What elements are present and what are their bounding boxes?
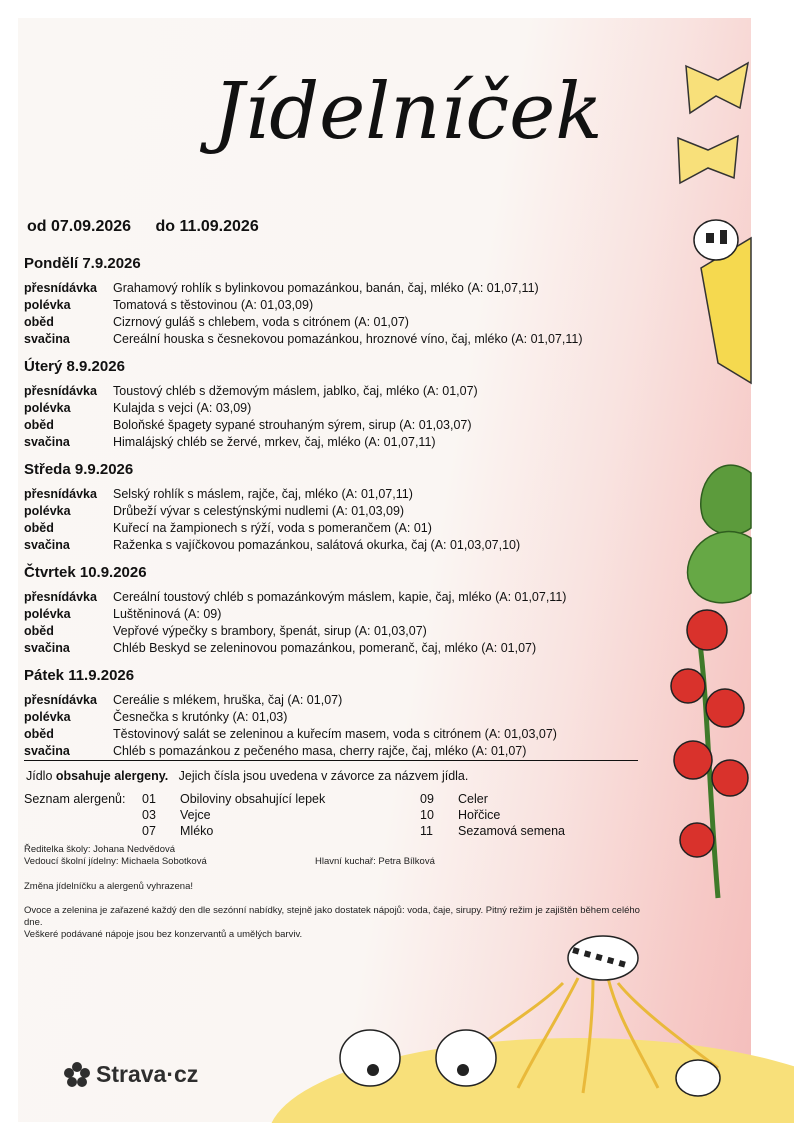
allergen-note-prefix: Jídlo (26, 769, 56, 783)
meal-text: Chléb s pomazánkou z pečeného masa, cherry rajče, čaj, mléko (A: 01,07) (113, 744, 527, 758)
meal-label: přesnídávka (24, 487, 97, 501)
change-note: Změna jídelníčku a alergenů vyhrazena! (24, 881, 193, 892)
meal-row (24, 590, 566, 606)
allergen-item: 03 Vejce (142, 808, 211, 822)
meal-text: Česnečka s krutónky (A: 01,03) (113, 710, 288, 724)
meal-row (24, 504, 404, 520)
meal-row (24, 624, 427, 640)
divider-line (24, 760, 638, 761)
meal-label: svačina (24, 744, 70, 758)
meal-text: Toustový chléb s džemovým máslem, jablko, čaj, mléko (A: 01,07) (113, 384, 478, 398)
allergen-item: 09 Celer (420, 792, 488, 806)
meal-row (24, 435, 436, 451)
lettuce-leaf-icon (688, 465, 751, 603)
meal-label: oběd (24, 418, 54, 432)
meal-label: přesnídávka (24, 693, 97, 707)
meal-row (24, 315, 409, 331)
week-range (27, 218, 279, 236)
fruit-note-line1: Ovoce a zelenina je zařazené každý den dle sezónní nabídky, stejně jako dostatek nápojů: voda, čaje, sirupy. Pitný režim je zajištěn během celého (24, 905, 640, 916)
meal-label: oběd (24, 624, 54, 638)
meal-text: Kuřecí na žampionech s rýží, voda s pomerančem (A: 01) (113, 521, 432, 535)
meal-row (24, 641, 536, 657)
cherry-tomato-vine-icon (671, 610, 748, 898)
meal-text: Vepřové výpečky s brambory, špenát, sirup (A: 01,03,07) (113, 624, 427, 638)
head-chef: Hlavní kuchař: Petra Bílková (315, 856, 435, 867)
day-heading: Středa 9.9.2026 (24, 461, 134, 478)
meal-text: Cereálie s mlékem, hruška, čaj (A: 01,07) (113, 693, 343, 707)
strava-logo (64, 1061, 198, 1088)
meal-row (24, 281, 539, 297)
day-heading: Úterý 8.9.2026 (24, 358, 125, 375)
title-script (203, 43, 603, 163)
farfalle-icon (678, 63, 748, 183)
meal-row (24, 727, 557, 743)
meal-row (24, 384, 478, 400)
meal-label: přesnídávka (24, 590, 97, 604)
meal-label: polévka (24, 298, 71, 312)
allergen-note (26, 769, 468, 783)
fruit-note-line2: dne. (24, 917, 43, 928)
meal-text: Kulajda s vejci (A: 03,09) (113, 401, 252, 415)
kitchen-manager: Vedoucí školní jídelny: Michaela Sobotková (24, 856, 207, 867)
meal-text: Himalájský chléb se žervé, mrkev, čaj, mléko (A: 01,07,11) (113, 435, 436, 449)
allergen-note-rest: Jejich čísla jsou uvedena v závorce za názvem jídla. (178, 769, 469, 783)
meal-text: Cereální houska s česnekovou pomazánkou, hroznové víno, čaj, mléko (A: 01,07,11) (113, 332, 583, 346)
day-heading: Pátek 11.9.2026 (24, 667, 135, 684)
meal-label: oběd (24, 315, 54, 329)
meal-row (24, 744, 526, 760)
meal-label: oběd (24, 521, 54, 535)
meal-row (24, 693, 342, 709)
meal-text: Selský rohlík s máslem, rajče, čaj, mléko (A: 01,07,11) (113, 487, 413, 501)
meal-text: Chléb Beskyd se zeleninovou pomazánkou, pomeranč, čaj, mléko (A: 01,07) (113, 641, 537, 655)
meal-label: polévka (24, 710, 71, 724)
meal-label: svačina (24, 332, 70, 346)
day-heading: Pondělí 7.9.2026 (24, 255, 141, 272)
meal-text: Grahamový rohlík s bylinkovou pomazánkou, banán, čaj, mléko (A: 01,07,11) (113, 281, 539, 295)
meal-text: Cereální toustový chléb s pomazánkovým máslem, kapie, čaj, mléko (A: 01,07,11) (113, 590, 567, 604)
flower-logo-icon (64, 1062, 90, 1088)
director: Ředitelka školy: Johana Nedvědová (24, 844, 176, 855)
day-heading: Čtvrtek 10.9.2026 (24, 564, 147, 581)
cheese-creature-icon (694, 220, 751, 383)
allergen-item: 01 Obiloviny obsahující lepek (142, 792, 326, 806)
meal-row (24, 607, 221, 623)
meal-text: Luštěninová (A: 09) (113, 607, 222, 621)
meal-text: Cizrnový guláš s chlebem, voda s citrónem (A: 01,07) (113, 315, 409, 329)
logo-text: Strava·cz (96, 1061, 199, 1087)
meal-label: svačina (24, 538, 70, 552)
meal-row (24, 487, 413, 503)
meal-text: Tomatová s těstovinou (A: 01,03,09) (113, 298, 314, 312)
allergen-list-label: Seznam alergenů: (24, 792, 126, 806)
meal-row (24, 521, 432, 537)
meal-row (24, 538, 520, 554)
meal-row (24, 401, 251, 417)
meal-label: polévka (24, 607, 71, 621)
svg-text:Jídelníček: Jídelníček (213, 67, 603, 157)
meal-text: Drůbeží vývar s celestýnskými nudlemi (A: 01,03,09) (113, 504, 405, 518)
allergen-item: 10 Hořčice (420, 808, 501, 822)
meal-label: svačina (24, 641, 70, 655)
menu-page (18, 18, 751, 1122)
week-to: do 11.09.2026 (155, 218, 259, 235)
drinks-note: Veškeré podávané nápoje jsou bez konzervantů a umělých barviv. (24, 929, 303, 940)
spaghetti-icon (268, 936, 794, 1123)
meal-label: svačina (24, 435, 70, 449)
meal-label: oběd (24, 727, 54, 741)
meal-text: Boloňské špagety sypané strouhaným sýrem, sirup (A: 01,03,07) (113, 418, 472, 432)
meal-row (24, 332, 582, 348)
week-from: od 07.09.2026 (27, 218, 132, 235)
meal-label: přesnídávka (24, 384, 97, 398)
allergen-item: 11 Sezamová semena (420, 824, 566, 838)
meal-label: přesnídávka (24, 281, 97, 295)
meal-text: Raženka s vajíčkovou pomazánkou, salátová okurka, čaj (A: 01,03,07,10) (113, 538, 521, 552)
allergen-item: 07 Mléko (142, 824, 214, 838)
meal-label: polévka (24, 401, 71, 415)
meal-row (24, 298, 313, 314)
meal-row (24, 710, 287, 726)
meal-label: polévka (24, 504, 71, 518)
allergen-note-bold: obsahuje alergeny. (55, 769, 169, 783)
meal-row (24, 418, 472, 434)
meal-text: Těstovinový salát se zeleninou a kuřecím masem, voda s citrónem (A: 01,03,07) (113, 727, 557, 741)
